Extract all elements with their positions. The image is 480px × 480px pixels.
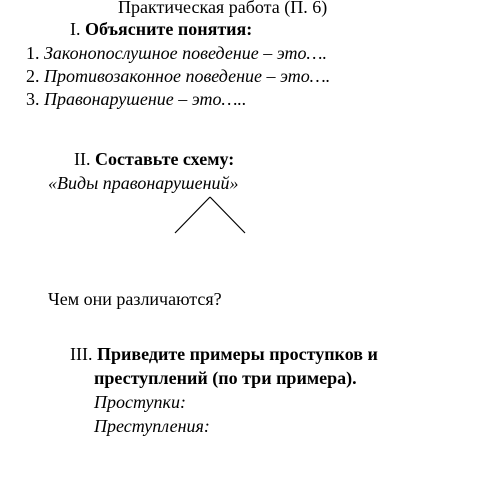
scheme-right-branch bbox=[210, 197, 245, 233]
section2-heading-row bbox=[74, 148, 234, 170]
section1-heading: Объясните понятия: bbox=[85, 19, 253, 39]
section3-numeral: III. bbox=[70, 344, 93, 364]
section2-heading: Составьте схему: bbox=[95, 149, 235, 169]
section1-item-2 bbox=[26, 65, 330, 87]
section3-heading-row bbox=[70, 343, 378, 365]
scheme-title: «Виды правонарушений» bbox=[48, 173, 239, 193]
document-title: Практическая работа (П. 6) bbox=[118, 0, 328, 17]
section1-item-1 bbox=[26, 42, 327, 64]
item-text: Противозаконное поведение – это…. bbox=[44, 66, 331, 86]
section3-heading-line1: Приведите примеры проступков и bbox=[96, 344, 378, 364]
crimes-label: Преступления: bbox=[94, 416, 210, 436]
section1-item-3 bbox=[26, 88, 246, 110]
section1-numeral: I. bbox=[70, 19, 81, 39]
scheme-left-branch bbox=[175, 197, 210, 233]
misdemeanors-label: Проступки: bbox=[94, 392, 186, 412]
difference-question: Чем они различаются? bbox=[48, 289, 222, 309]
item-text: Законопослушное поведение – это…. bbox=[44, 43, 327, 63]
section1-heading-row bbox=[70, 18, 252, 40]
item-number: 3. bbox=[26, 89, 40, 109]
item-number: 1. bbox=[26, 43, 40, 63]
section3-heading-line2: преступлений (по три примера). bbox=[94, 368, 357, 388]
section2-numeral: II. bbox=[74, 149, 91, 169]
item-text: Правонарушение – это….. bbox=[44, 89, 247, 109]
item-number: 2. bbox=[26, 66, 40, 86]
scheme-branch-lines bbox=[170, 195, 250, 237]
